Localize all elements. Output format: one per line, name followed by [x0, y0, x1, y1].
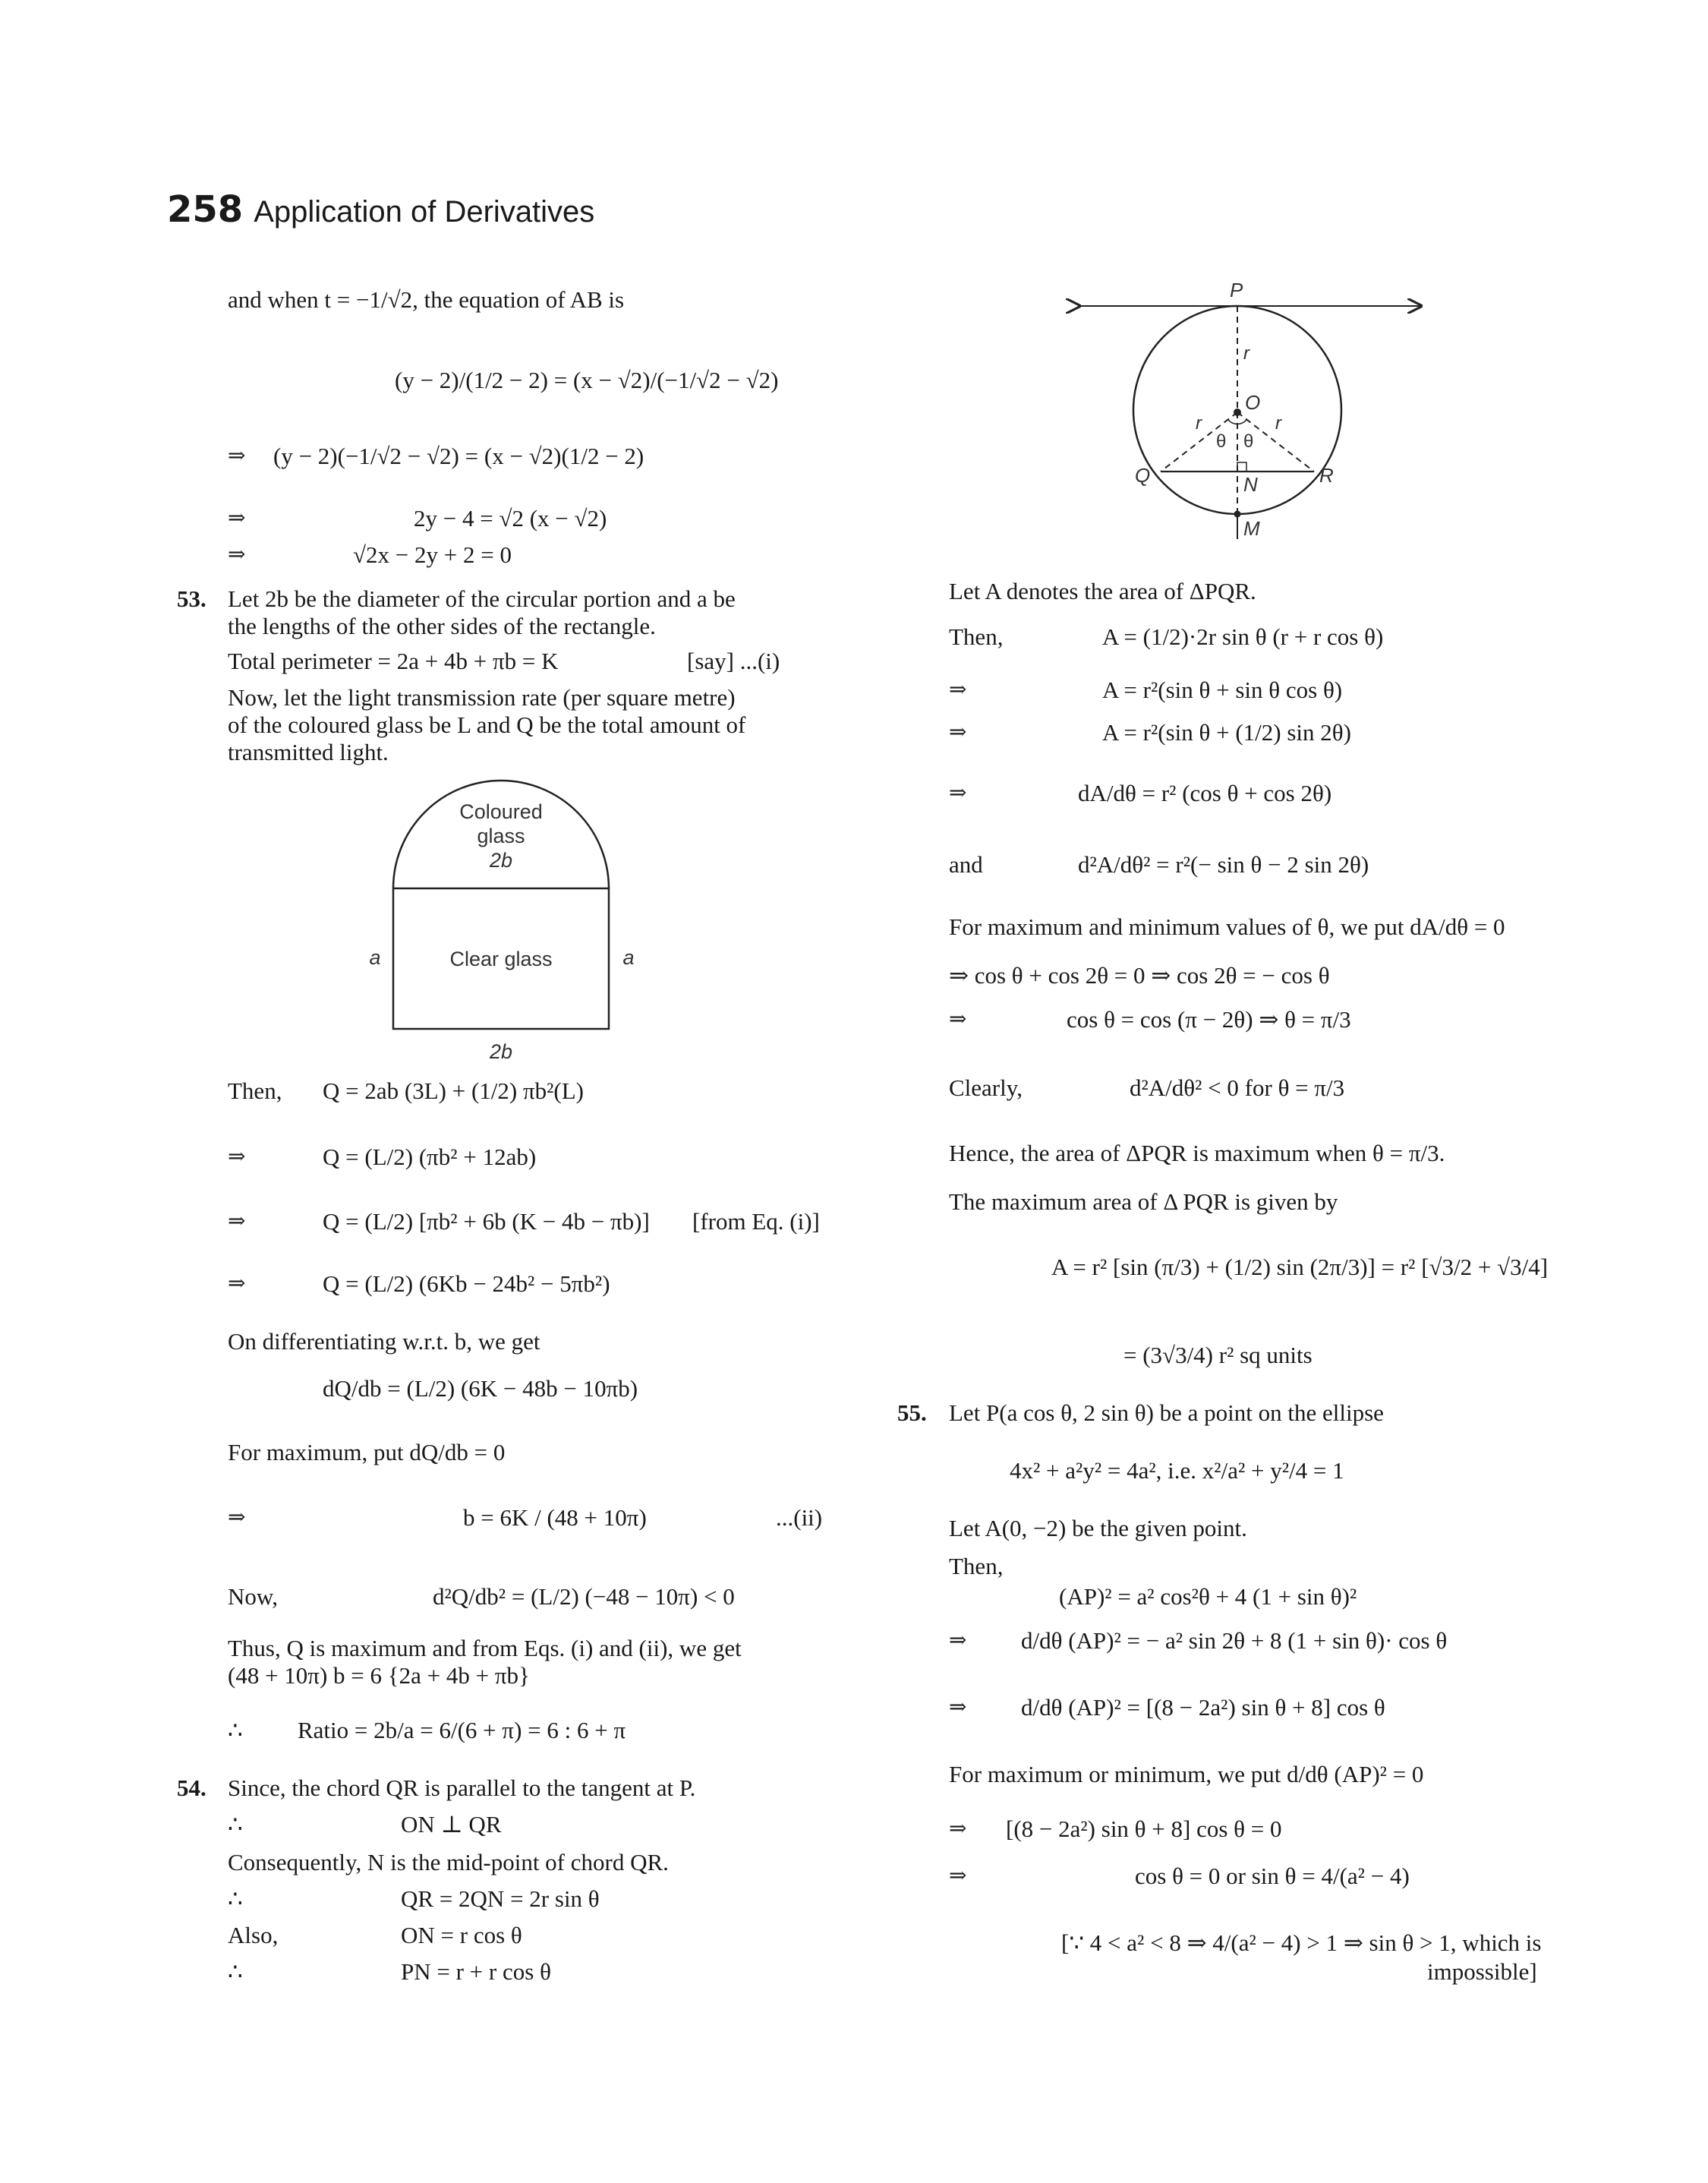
right-angle-mark	[1237, 462, 1246, 472]
s55-line2: Let A(0, −2) be the given point.	[949, 1515, 1247, 1541]
s53-line5: transmitted light.	[228, 739, 389, 765]
s53-q1: Q = 2ab (3L) + (1/2) πb²(L)	[323, 1077, 584, 1104]
fig-label-clear-glass: Clear glass	[449, 948, 553, 970]
label-theta-right: θ	[1243, 431, 1254, 452]
s55-line1: Let P(a cos θ, 2 sin θ) be a point on the ellipse	[949, 1399, 1384, 1426]
s53-line2: the lengths of the other sides of the rectangle.	[228, 613, 656, 639]
fig-label-coloured: Coloured	[459, 800, 543, 823]
implies-symbol: ⇒	[949, 1629, 967, 1652]
s55-m2: cos θ = 0 or sin θ = 4/(a² − 4)	[1135, 1863, 1410, 1889]
s55-ellipse: 4x² + a²y² = 4a², i.e. x²/a² + y²/4 = 1	[1010, 1457, 1344, 1484]
s53-q3: Q = (L/2) [πb² + 6b (K − 4b − πb)]	[323, 1208, 650, 1235]
therefore-symbol: ∴	[228, 1717, 243, 1743]
solution-number-54: 54.	[177, 1774, 206, 1801]
s55-min: For maximum or minimum, we put d/dθ (AP)² = 0	[949, 1761, 1424, 1787]
s53-line4: of the coloured glass be L and Q be the total amount of	[228, 711, 746, 738]
p52-eq4: √2x − 2y + 2 = 0	[353, 541, 512, 568]
s53-b-value: b = 6K / (48 + 10π)	[463, 1504, 647, 1531]
s55-then-label: Then,	[949, 1553, 1004, 1579]
s54r-cos-eq1: ⇒ cos θ + cos 2θ = 0 ⇒ cos 2θ = − cos θ	[949, 962, 1330, 989]
implies-symbol: ⇒	[228, 1210, 246, 1233]
label-p: P	[1230, 279, 1243, 301]
label-radius-right: r	[1275, 413, 1281, 434]
s54r-cos-eq2: cos θ = cos (π − 2θ) ⇒ θ = π/3	[1067, 1006, 1351, 1033]
implies-symbol: ⇒	[228, 1145, 246, 1169]
s53-perimeter-tag: [say] ...(i)	[687, 648, 780, 674]
implies-symbol: ⇒	[228, 1272, 246, 1295]
s55-ap2: d/dθ (AP)² = − a² sin 2θ + 8 (1 + sin θ)· cos θ	[1021, 1627, 1448, 1654]
s53-b-tag: ...(ii)	[776, 1504, 823, 1531]
implies-symbol: ⇒	[949, 678, 967, 702]
s54r-then-label: Then,	[949, 623, 1004, 650]
s55-since-line2: impossible]	[1427, 1958, 1537, 1985]
s54r-a4: A = r² [sin (π/3) + (1/2) sin (2π/3)] = r² [√3/2 + √3/4]	[1051, 1254, 1549, 1280]
therefore-symbol: ∴	[228, 1958, 243, 1985]
p52-eq3: 2y − 4 = √2 (x − √2)	[414, 505, 607, 532]
s55-since-line1: [∵ 4 < a² < 8 ⇒ 4/(a² − 4) > 1 ⇒ sin θ > 1, which is	[1061, 1929, 1542, 1956]
s54r-and-label: and	[949, 851, 983, 878]
p52-intro: and when t = −1/√2, the equation of AB is	[228, 286, 625, 313]
p52-eq2: (y − 2)(−1/√2 − √2) = (x − √2)(1/2 − 2)	[273, 443, 644, 469]
circle-triangle-figure	[1048, 270, 1442, 550]
s53-now-label: Now,	[228, 1583, 279, 1610]
s54-line1: Since, the chord QR is parallel to the tangent at P.	[228, 1774, 696, 1801]
window-figure	[349, 767, 653, 1071]
s53-q3-tag: [from Eq. (i)]	[692, 1208, 820, 1235]
p52-eq1: (y − 2)/(1/2 − 2) = (x − √2)/(−1/√2 − √2)	[395, 367, 779, 393]
s55-m1: [(8 − 2a²) sin θ + 8] cos θ = 0	[1006, 1815, 1282, 1842]
label-o: O	[1245, 391, 1261, 414]
solution-number-53: 53.	[177, 585, 206, 612]
label-radius-left: r	[1196, 413, 1202, 434]
s53-q4: Q = (L/2) (6Kb − 24b² − 5πb²)	[323, 1270, 610, 1297]
s54-also-label: Also,	[228, 1922, 279, 1948]
s54r-d2a: d²A/dθ² = r²(− sin θ − 2 sin 2θ)	[1078, 851, 1369, 878]
s54r-max-area: The maximum area of Δ PQR is given by	[949, 1188, 1338, 1215]
s54-on-perpendicular: ON ⊥ QR	[401, 1811, 502, 1838]
label-q: Q	[1135, 464, 1151, 487]
s53-differentiate: On differentiating w.r.t. b, we get	[228, 1328, 540, 1355]
implies-symbol: ⇒	[228, 444, 246, 468]
label-radius-top: r	[1243, 343, 1249, 364]
implies-symbol: ⇒	[228, 543, 246, 566]
s54r-maximum: For maximum and minimum values of θ, we put dA/dθ = 0	[949, 913, 1505, 940]
s53-ratio: Ratio = 2b/a = 6/(6 + π) = 6 : 6 + π	[298, 1717, 626, 1743]
s54r-a5: = (3√3/4) r² sq units	[1123, 1342, 1313, 1368]
s54r-a2: A = r²(sin θ + sin θ cos θ)	[1102, 677, 1343, 703]
s53-thus-line2: (48 + 10π) b = 6 {2a + 4b + πb}	[228, 1662, 530, 1689]
page-number: 258	[167, 188, 244, 231]
fig-label-side-a-right: a	[622, 946, 635, 969]
s54-qr: QR = 2QN = 2r sin θ	[401, 1885, 600, 1912]
s54-line2: Consequently, N is the mid-point of chord QR.	[228, 1849, 669, 1875]
center-point	[1234, 409, 1241, 416]
s53-perimeter: Total perimeter = 2a + 4b + πb = K	[228, 648, 559, 674]
chapter-title: Application of Derivatives	[254, 195, 595, 229]
implies-symbol: ⇒	[949, 1864, 967, 1888]
fig-label-bottom-2b: 2b	[489, 1040, 513, 1063]
s54r-clearly-label: Clearly,	[949, 1074, 1023, 1101]
implies-symbol: ⇒	[949, 1817, 967, 1841]
implies-symbol: ⇒	[949, 1696, 967, 1719]
solution-number-55: 55.	[897, 1399, 927, 1426]
s54r-line1: Let A denotes the area of ΔPQR.	[949, 578, 1256, 604]
s54r-second-derivative: d²A/dθ² < 0 for θ = π/3	[1130, 1074, 1345, 1101]
implies-symbol: ⇒	[949, 781, 967, 805]
label-m: M	[1243, 517, 1260, 540]
s53-line1: Let 2b be the diameter of the circular portion and a be	[228, 585, 736, 612]
fig-label-glass: glass	[477, 825, 525, 847]
label-r: R	[1319, 464, 1334, 487]
therefore-symbol: ∴	[228, 1811, 243, 1838]
s53-second-derivative: d²Q/db² = (L/2) (−48 − 10π) < 0	[433, 1583, 735, 1610]
s53-line3: Now, let the light transmission rate (per square metre)	[228, 684, 736, 711]
s53-thus-line1: Thus, Q is maximum and from Eqs. (i) and (ii), we get	[228, 1635, 742, 1661]
s54-on-value: ON = r cos θ	[401, 1922, 522, 1948]
s53-q2: Q = (L/2) (πb² + 12ab)	[323, 1144, 537, 1170]
implies-symbol: ⇒	[949, 1008, 967, 1031]
fig-label-top-2b: 2b	[489, 849, 513, 872]
implies-symbol: ⇒	[228, 1506, 246, 1529]
s54r-a1: A = (1/2)·2r sin θ (r + r cos θ)	[1102, 623, 1384, 650]
s54r-da: dA/dθ = r² (cos θ + cos 2θ)	[1078, 780, 1332, 806]
implies-symbol: ⇒	[949, 721, 967, 744]
point-m-dot	[1234, 511, 1241, 518]
s53-maximum: For maximum, put dQ/db = 0	[228, 1439, 506, 1465]
s54-pn: PN = r + r cos θ	[401, 1958, 551, 1985]
s53-then-label: Then,	[228, 1077, 282, 1104]
s55-ap3: d/dθ (AP)² = [(8 − 2a²) sin θ + 8] cos θ	[1021, 1694, 1385, 1721]
s53-dq-db: dQ/db = (L/2) (6K − 48b − 10πb)	[323, 1375, 638, 1402]
s54r-hence: Hence, the area of ΔPQR is maximum when θ = π/3.	[949, 1140, 1445, 1166]
page-header	[167, 188, 594, 231]
label-n: N	[1243, 473, 1258, 496]
fig-label-side-a-left: a	[369, 946, 381, 969]
s54r-a3: A = r²(sin θ + (1/2) sin 2θ)	[1102, 719, 1351, 746]
implies-symbol: ⇒	[228, 506, 246, 530]
label-theta-left: θ	[1216, 431, 1227, 452]
s55-ap1: (AP)² = a² cos²θ + 4 (1 + sin θ)²	[1059, 1583, 1357, 1610]
therefore-symbol: ∴	[228, 1885, 243, 1912]
